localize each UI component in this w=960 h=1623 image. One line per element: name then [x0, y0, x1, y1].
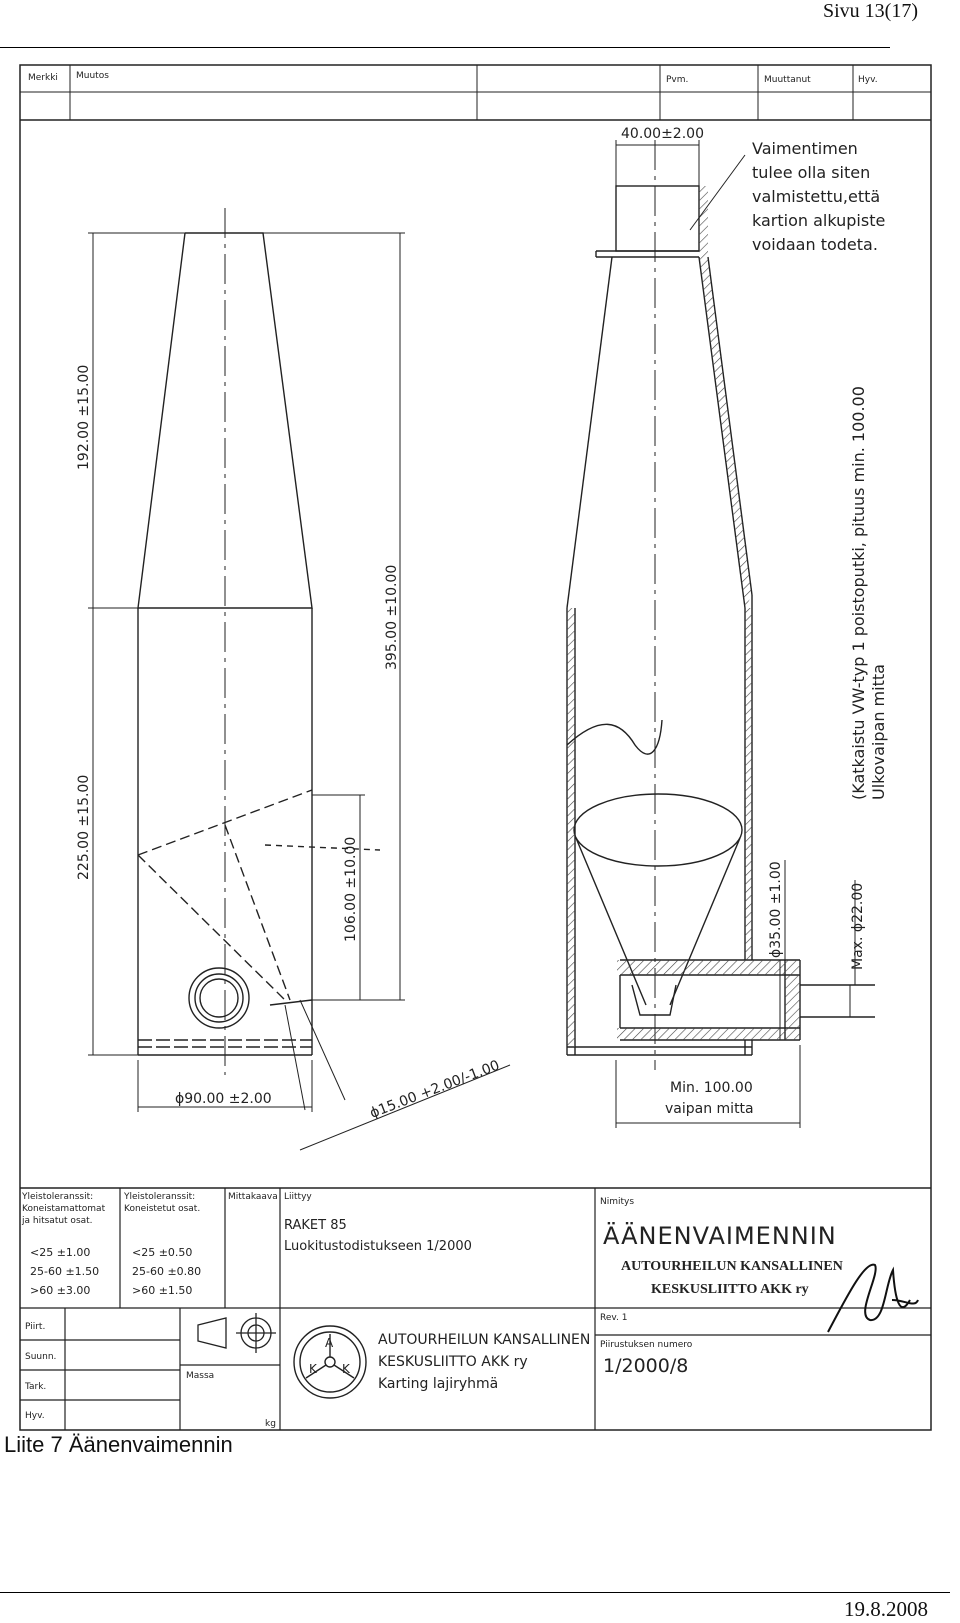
tol-a-title: Yleistoleranssit:	[22, 1192, 94, 1202]
dim-body-diameter: ϕ90.00 ±2.00	[175, 1091, 272, 1107]
projection-symbol-icon	[198, 1313, 276, 1353]
rev-hyv: Hyv.	[858, 75, 878, 85]
row-suunn: Suunn.	[25, 1352, 57, 1362]
drawing-number-label: Piirustuksen numero	[600, 1340, 693, 1350]
nimitys-title: ÄÄNENVAIMENNIN	[603, 1222, 837, 1250]
right-view	[567, 140, 875, 1070]
right-hatching	[567, 186, 800, 1047]
tolerance-b	[123, 1192, 201, 1297]
footer-rule	[0, 1592, 950, 1593]
rev-merkki: Merkki	[28, 73, 58, 83]
drawing-number: 1/2000/8	[603, 1355, 689, 1377]
rev-pvm: Pvm.	[666, 75, 689, 85]
org-line-2: KESKUSLIITTO AKK ry	[378, 1354, 528, 1370]
rev-muutos: Muutos	[76, 71, 109, 81]
tol-a-value: <25 ±1.00	[30, 1246, 91, 1259]
outlet-note-line: Vaimentimen	[752, 139, 858, 158]
dim-inner-pipe-diameter: ϕ35.00 ±1.00	[768, 861, 784, 958]
outlet-note	[752, 139, 885, 254]
tol-a-title: Koneistamattomat	[22, 1204, 106, 1214]
massa-label: Massa	[186, 1371, 215, 1381]
tol-b-value: <25 ±0.50	[132, 1246, 193, 1259]
figure-caption: Liite 7 Äänenvaimennin	[4, 1432, 233, 1457]
dim-max-diameter: Max. ϕ22.00	[850, 882, 866, 970]
signature	[828, 1265, 918, 1332]
side-note-1: (Katkaistu VW-typ 1 poistoputki, pituus min. 100.00	[849, 386, 868, 800]
liittyy-line-1: RAKET 85	[284, 1218, 347, 1233]
side-note-2: Ulkovaipan mitta	[869, 664, 888, 800]
row-hyv: Hyv.	[25, 1411, 45, 1421]
outlet-note-line: kartion alkupiste	[752, 211, 886, 230]
dim-pipe-height: 106.00 ±10.00	[343, 836, 359, 942]
revision-table	[20, 65, 931, 120]
liittyy-label: Liittyy	[284, 1192, 312, 1202]
revision-label: Rev. 1	[600, 1313, 628, 1323]
outlet-note-line: voidaan todeta.	[752, 235, 878, 254]
row-tark: Tark.	[25, 1382, 47, 1392]
stamp-line-2: KESKUSLIITTO AKK ry	[651, 1282, 809, 1297]
logo-letter: K	[309, 1362, 317, 1376]
org-line-1: AUTOURHEILUN KANSALLINEN	[378, 1332, 591, 1348]
tol-b-title: Koneistetut osat.	[124, 1204, 201, 1214]
outlet-note-line: tulee olla siten	[752, 163, 871, 182]
tol-b-value: >60 ±1.50	[132, 1284, 193, 1297]
row-piirt: Piirt.	[25, 1322, 46, 1332]
dim-cone-length: 192.00 ±15.00	[76, 364, 92, 470]
liittyy-line-2: Luokitustodistukseen 1/2000	[284, 1239, 472, 1254]
left-dimensions	[88, 233, 510, 1150]
dim-body-length: 225.00 ±15.00	[76, 774, 92, 880]
dim-hole-diameter: ϕ15.00 +2.00/-1.00	[367, 1057, 502, 1122]
dim-min-length-note: vaipan mitta	[665, 1101, 754, 1117]
left-view	[138, 208, 380, 1110]
logo-letter: K	[342, 1362, 350, 1376]
tol-b-value: 25-60 ±0.80	[132, 1265, 202, 1278]
page-header: Sivu 13(17)	[823, 0, 918, 22]
mittakaava-label: Mittakaava	[228, 1192, 278, 1202]
tol-a-value: >60 ±3.00	[30, 1284, 91, 1297]
tolerance-a	[21, 1192, 106, 1297]
logo-letter: A	[325, 1336, 334, 1350]
tol-a-value: 25-60 ±1.50	[30, 1265, 100, 1278]
rev-muuttanut: Muuttanut	[764, 75, 811, 85]
dim-total-length: 395.00 ±10.00	[384, 564, 400, 670]
dim-min-length: Min. 100.00	[670, 1080, 753, 1096]
outlet-note-line: valmistettu,että	[752, 187, 881, 206]
tol-a-title: ja hitsatut osat.	[22, 1216, 93, 1226]
stamp-line-1: AUTOURHEILUN KANSALLINEN	[621, 1259, 843, 1274]
footer-date: 19.8.2008	[844, 1597, 928, 1621]
nimitys-label: Nimitys	[600, 1197, 635, 1207]
org-line-3: Karting lajiryhmä	[378, 1376, 499, 1392]
kg-label: kg	[265, 1419, 276, 1429]
right-dimensions	[616, 140, 855, 1128]
tol-b-title: Yleistoleranssit:	[124, 1192, 196, 1202]
dim-outlet-width: 40.00±2.00	[621, 126, 704, 142]
